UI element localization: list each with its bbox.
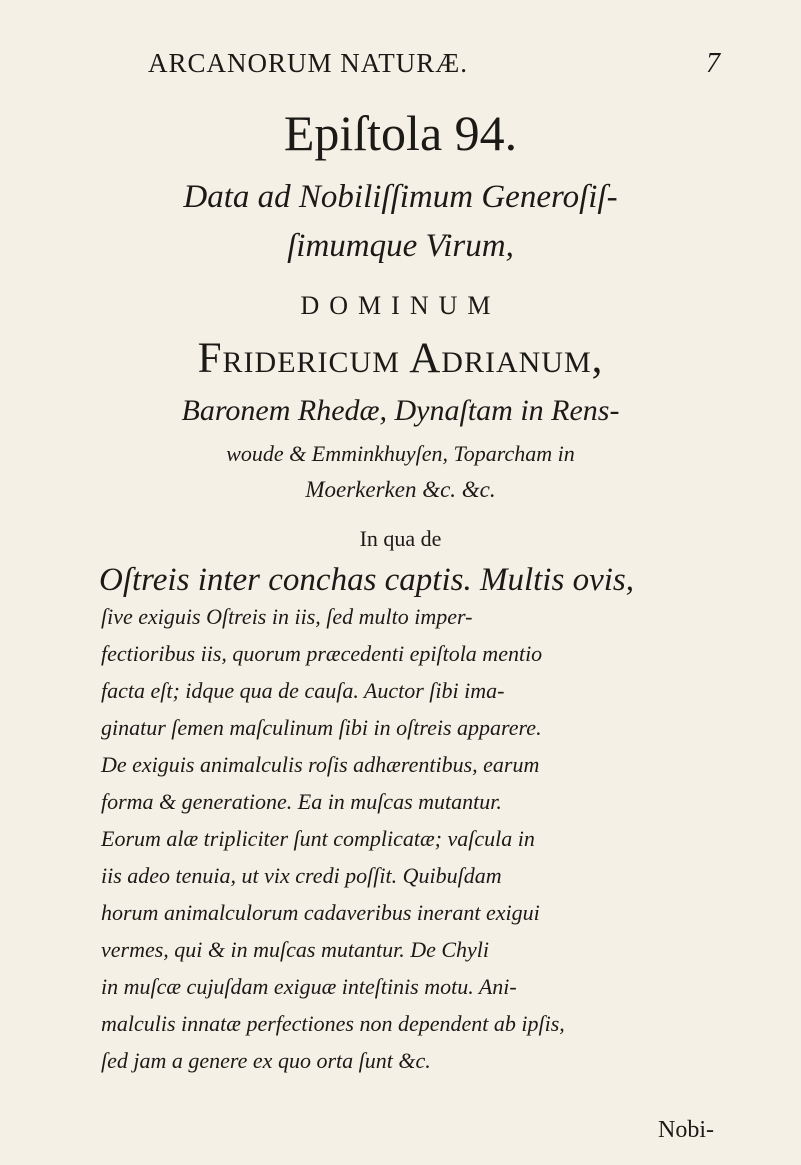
summary-line: ſed jam a genere ex quo orta ſunt &c. [101, 1048, 431, 1073]
running-head: ARCANORUM NATURÆ. [148, 48, 469, 78]
summary-line: De exiguis animalculis roſis adhærentibus, earum [101, 752, 540, 777]
summary-line: facta eſt; idque qua de cauſa. Auctor ſibi ima- [101, 678, 505, 703]
summary-line: ginatur ſemen maſculinum ſibi in oſtreis apparere. [101, 715, 542, 740]
recipient-name: Fridericum Adrianum, [197, 335, 604, 382]
page-number: 7 [706, 48, 720, 79]
recipient-title-line-3: Moerkerken &c. &c. [305, 477, 496, 502]
summary-line: iis adeo tenuia, ut vix credi poſſit. Quibuſdam [101, 863, 502, 888]
summary-line: forma & generatione. Ea in muſcas mutantur. [101, 789, 502, 814]
summary-line: Eorum alæ tripliciter ſunt complicatæ; vaſcula in [101, 826, 535, 851]
recipient-title-line-2: woude & Emminkhuyſen, Toparcham in [226, 441, 575, 466]
dominum-heading: DOMINUM [300, 291, 501, 320]
summary-line: in muſcæ cujuſdam exiguæ inteſtinis motu. Ani- [101, 974, 517, 999]
dedication-line-2: ſimumque Virum, [287, 228, 514, 264]
summary-line: horum animalculorum cadaveribus inerant exigui [101, 900, 540, 925]
summary-line: ſive exiguis Oſtreis in iis, ſed multo imper- [101, 604, 473, 629]
catchword: Nobi- [658, 1117, 714, 1143]
dedication-line-1: Data ad Nobiliſſimum Generoſiſ- [183, 179, 618, 215]
subject-line: Oſtreis inter conchas captis. Multis ovis, [99, 562, 634, 598]
recipient-title-line-1: Baronem Rhedæ, Dynaſtam in Rens- [181, 394, 620, 427]
summary-line: malculis innatæ perfectiones non dependent ab ipſis, [101, 1011, 565, 1036]
intro-line: In qua de [359, 526, 442, 551]
summary-line: fectioribus iis, quorum præcedenti epiſtola mentio [101, 641, 543, 666]
summary-line: vermes, qui & in muſcas mutantur. De Chyli [101, 937, 490, 962]
letter-title: Epiſtola 94. [283, 105, 518, 161]
